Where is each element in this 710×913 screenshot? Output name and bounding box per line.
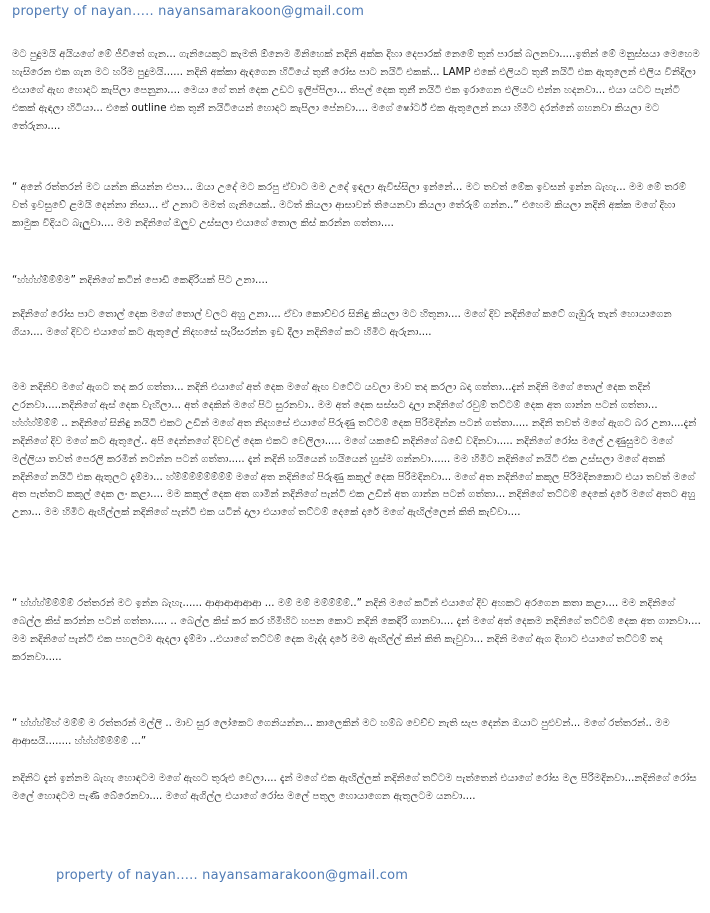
paragraph: “ හ්හ්හ්ම්හ් මම්ම් ම රත්තරන් මල්ලි .. මාව සුර ලෝකෙට ගෙනියන්න... කාලෙකින් මට හම්බ වෙච්ච නැති සැප දෙන්න ඔයාට පුළුවන්... මගේ රත්තරන්.. මම ආආසයි........ හ්හ්හ්ම්ම්ම්ම් ...” (12, 718, 670, 747)
paragraph: “ අනේ රත්තරන් මට යන්න කියන්න එපා... ඔයා උදේ මට කරපු ඒවාට මම උදේ ඉඳලා ඇවිස්සිලා ඉන්නේ... මට තවත් මේක ඉවසන් ඉන්න බැහැ... මම මේ තරම් වත් ඉවසුවේ ළමයි දෙන්නා නිසා... ඒ උනාට මමත් ගැනියෙක්.. මටත් කියලා ආසාවන් තියෙනවා කියලා තේරුම් ගන්න..” එහෙම කියලා නදිනි අක්ක මගේ දිහා කාමුක විදියට බැලුවා.... මම නදිනිගේ ඔලුව උස්සලා එයාගේ තොල කිස් කරන්න ගත්තා.... (12, 182, 687, 229)
paragraph: නදිනිට දැන් ඉන්නම බැහැ හොඳටම මගේ ඇඟට තුරුළු වෙලා.... දැන් මගේ එක ඇඟිල්ලක් නදිනිගේ තට්ටම පැත්තෙන් එයාගේ රෝස මල පිරිමදිනවා...නදිනිගේ රෝස මලේ හොඳටම පැණි බේරෙනවා.... මගේ ඇගිල්ල එයාගේ රෝස මලේ පතුල හොයාගෙන ඇතුලටම යනවා.... (12, 773, 697, 802)
paragraph: නදිනිගේ රෝස පාට තොල් දෙක මගේ තොල් වලට අහු උනා.... ඒවා කොච්චර සිනිඳු කියලා මට හිතුනා.... මගේ දිව නදිනිගේ කටේ ගැඹුරු තැන් හොයාගෙන ගියා.... මගේ දිවට එයාගේ කට ඇතුලේ නිදහසේ සැරිසරන්න ඉඩ දීලා නදිනිගේ කට හිමිට ඇරුනා.... (12, 309, 672, 338)
paragraph: “හ්හ්හ්ම්ම්ම්ම” නදිනිගේ කටින් පොඩි කෙඳිරියක් පිට උනා.... (12, 275, 268, 286)
paragraph: මට පුදුමයි අයියගේ මේ ජීවිතේ ගැන... ගැනියෙකුට කැමති ඕනෙම මිනිහෙක් නදිනි අක්ක දිහා දෙපාරක් නෙමේ තුන් පාරක් බලනවා.....ඉතින් මේ මනුස්සයා මෙහෙම හැසිරෙන එක ගැන මට හරිම පුදුමයි...... නදිනි අක්කා ඇඳගෙන හිටියේ තුනී රෝස පාට නයිටි එකක්... LAMP එකේ එලියට තුනී නයිටි එක ඇතුලෙන් එලිය විනිදිලා එයාගේ ඇඟ හොදට කැපිලා පෙනුනා.... මෙයා ගේ තන් දෙක උඩට ඉලිප්පිලා... තිපල් දෙක තුනී නයිටි එක ඉරාගෙන එලියට එන්න හදනවා... එයා යටට පැන්ටි එකක් ඇඳලා හිටියා... එකේ outline එක තුනී නයිටියෙන් හොදට කැපිලා පේනවා.... මගේ ෂෝර්ට් එක ඇතුලෙන් නයා හිමිට දරන්නේ ගහනවා කියලා මට තේරුනා.... (12, 49, 700, 132)
header-watermark: property of nayan….. nayansamarakoon@gmail.com (12, 4, 365, 19)
footer-watermark: property of nayan….. nayansamarakoon@gmail.com (56, 868, 409, 883)
paragraph: “ හ්හ්හ්ම්ම්ම්ම් රත්තරන් මට ඉන්න බැහැ...... ආආආආආආ ... මම් මම් මම්ම්ම්ම්..” නදිනි මගේ කටින් එයාගේ දිව අහකට අරගෙන කතා කළා.... මම නදිනිගේ බෙල්ල කිස් කරන්න පටන් ගත්තා..... .. බෙල්ල කිස් කර කර හිමිහිට හපන කොට නදිනි කෙඳිරි ගානවා.... දැන් මගේ අත් දෙකම නදිනිගේ තට්ටම් දෙක අත ගානවා.... මම නදිනිගේ පැන්ටි එක පහලටම ඇදලා දැම්මා ..එයාගේ තට්ටම් දෙක මැද්ද දාරේ මම ඇඟිල්ල් කින් කිති කැවුවා... නදිනි මගේ ඇග දිහාට එයාගේ තට්ටම් තද කරනවා..... (12, 598, 701, 663)
paragraph: මම නදිනිව මගේ ඇගට තද කර ගත්තා... නදිනි එයාගේ අත් දෙක මගේ ඇඟ වටේට යවලා මාව තද කරලා බදා ගත්තා...දැන් නදිනි මගේ තොල් දෙක තදින් උරනවා.....නදිනිගේ ඇස් දෙක වැහිලා... අත් දෙකින් මගේ පිට සුරනවා.. මම අත් දෙක සස්සට දාලා නදිනිගේ රවුම් තට්ටම් දෙක අත ගාන්න පටන් ගත්තා... හ්හ්හ්ම්ම්ම් .. නදිනිගේ සිනිඳු නයිටි එකට උඩින් මගේ අත නිදහසේ එයාගේ පිරුණු තට්ටම් දෙක පිරිමදින්න පටන් ගත්තා..... නදිනි තවත් මගේ ඇගට බර උනා....දැන් නදිනිගේ දිව මගේ කට ඇතුලේ.. අපි දෙන්නගේ දිවවල් දෙක එකට වෙලිලා..... මගේ යකඩේ නදිනිගේ බඩේ වදිනවා..... නදිනිගේ රෝස මලේ උණුසුමට මගේ මල්ලියා තවත් පෙරලි කරමින් නටන්න පටන් ගත්තා..... දැන් නදිනි හයියෙන් හයියෙන් හුස්ම ගන්නවා...... මම හිමිට නදිනිගේ නයිටි එක උස්සලා මගේ අතක් නදිනිගේ නයිටි එක ඇතුලට දැම්මා... හ්ම්ම්ම්ම්ම්ම්ම්ම් මගේ අත නදිනිගේ පිරුණු කකුල් දෙක පිරිමදිනවා... මගේ අත නදිනිගේ කකුල පිරිමදිනකොට එයා තවත් මගේ අත පැත්තට කකුල් දෙක ලං කළා.... මම කකුල් දෙක අත ගාමින් නදිනිගේ පැන්ටි එක උඩින් අත ගාන්න පටන් ගත්තා... නදිනිගේ තට්ටම් දෙකේ දාරේ මගේ අතට අහු උනා... මම හිමිට ඇඟිල්ලක් නදිනිගේ පැන්ටි එක යටින් දාලා එයාගේ තට්ටම් දෙකේ දාරේ මගේ ඇඟිල්ලෙන් කිති කැව්වා.... (12, 382, 697, 519)
